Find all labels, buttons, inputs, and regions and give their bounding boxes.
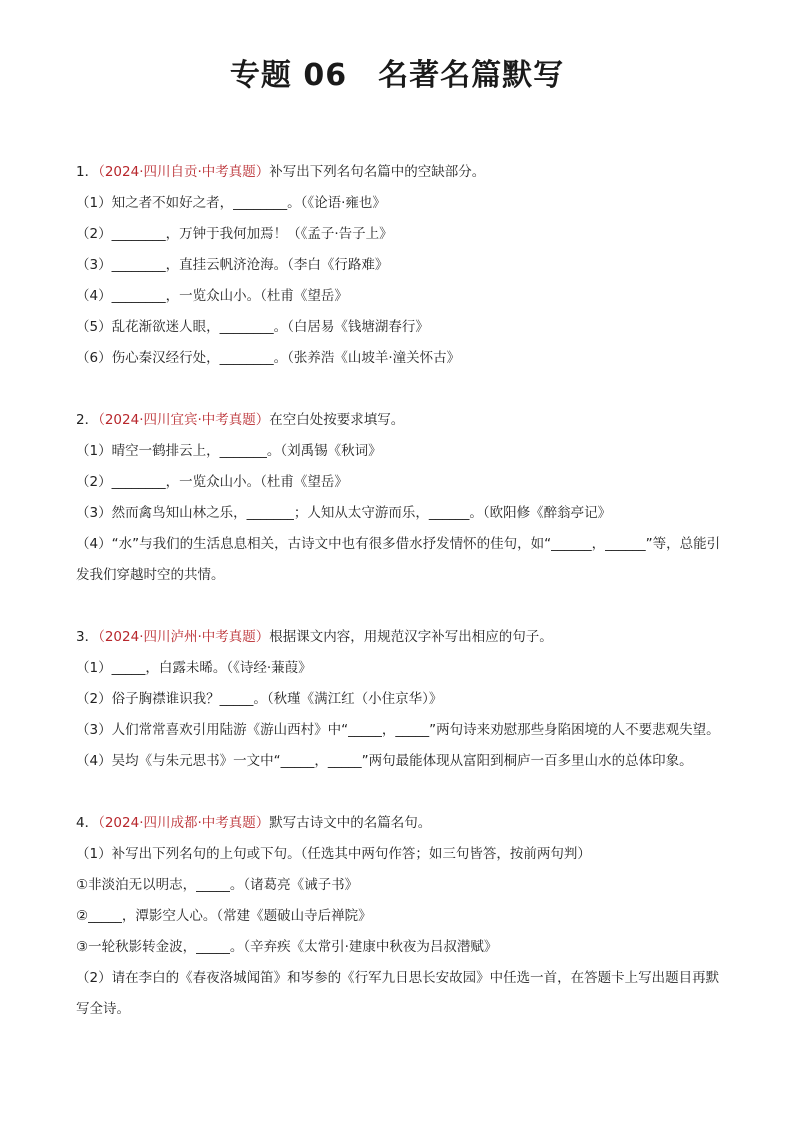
question-item: ③一轮秋影转金波，_____。（辛弃疾《太常引·建康中秋夜为吕叔潜赋》 — [76, 939, 498, 955]
question-prompt: 在空白处按要求填写。 — [269, 412, 405, 428]
question-3-header — [76, 622, 726, 653]
question-item: （3）然而禽鸟知山林之乐，_______；人知从太守游而乐，______。（欧阳修《醉翁亭记》 — [76, 505, 612, 521]
page-title: 专题 06 名著名篇默写 — [229, 58, 565, 93]
question-item: （6）伤心秦汉经行处，________。（张养浩《山坡羊·潼关怀古》 — [76, 350, 461, 366]
source-tag: （2024·四川泸州·中考真题） — [98, 629, 270, 645]
question-list — [76, 157, 726, 1025]
question-number: 2． — [76, 412, 99, 428]
question-1-header — [76, 157, 726, 188]
question-item: （3）________，直挂云帆济沧海。（李白《行路难》 — [76, 257, 389, 273]
question-item: （4）吴均《与朱元思书》一文中“_____，_____”两句最能体现从富阳到桐庐一百多里山水的总体印象。 — [76, 753, 693, 769]
spacer — [76, 777, 726, 808]
question-prompt: 默写古诗文中的名篇名句。 — [269, 815, 432, 831]
question-item: （2）俗子胸襟谁识我？_____。（秋瑾《满江红（小住京华）》 — [76, 691, 443, 707]
question-number: 3． — [76, 629, 99, 645]
source-tag: （2024·四川自贡·中考真题） — [98, 164, 270, 180]
question-item: （2）________，一览众山小。（杜甫《望岳》 — [76, 474, 348, 490]
question-item: ①非淡泊无以明志，_____。（诸葛亮《诫子书》 — [76, 877, 359, 893]
question-item: ②_____，潭影空人心。（常建《题破山寺后禅院》 — [76, 908, 372, 924]
spacer — [76, 591, 726, 622]
question-number: 1． — [76, 164, 99, 180]
question-item: （4）“水”与我们的生活息息相关，古诗文中也有很多借水抒发情怀的佳句，如“______，______”等，总能引发我们穿越时空的共情。 — [76, 536, 721, 583]
question-prompt: 补写出下列名句名篇中的空缺部分。 — [269, 164, 486, 180]
source-tag: （2024·四川成都·中考真题） — [98, 815, 270, 831]
source-tag: （2024·四川宜宾·中考真题） — [98, 412, 270, 428]
question-item: （3）人们常常喜欢引用陆游《游山西村》中“_____，_____”两句诗来劝慰那些身陷困境的人不要悲观失望。 — [76, 722, 720, 738]
question-item: （2）________，万钟于我何加焉！（《孟子·告子上》 — [76, 226, 393, 242]
question-4-header — [76, 808, 726, 839]
question-2-header — [76, 405, 726, 436]
question-number: 4． — [76, 815, 99, 831]
question-item: （2）请在李白的《春夜洛城闻笛》和岑参的《行军九日思长安故园》中任选一首，在答题卡上写出题目再默写全诗。 — [76, 970, 720, 1017]
question-item: （1）晴空一鹤排云上，_______。（刘禹锡《秋词》 — [76, 443, 382, 459]
question-item: （5）乱花渐欲迷人眼，________。（白居易《钱塘湖春行》 — [76, 319, 429, 335]
question-item: （1）_____，白露未晞。（《诗经·蒹葭》 — [76, 660, 312, 676]
spacer — [76, 374, 726, 405]
question-item: （4）________，一览众山小。（杜甫《望岳》 — [76, 288, 348, 304]
question-prompt: 根据课文内容，用规范汉字补写出相应的句子。 — [269, 629, 553, 645]
question-item: （1）知之者不如好之者，________。（《论语·雍也》 — [76, 195, 386, 211]
question-item: （1）补写出下列名句的上句或下句。（任选其中两句作答；如三句皆答，按前两句判） — [76, 846, 591, 862]
